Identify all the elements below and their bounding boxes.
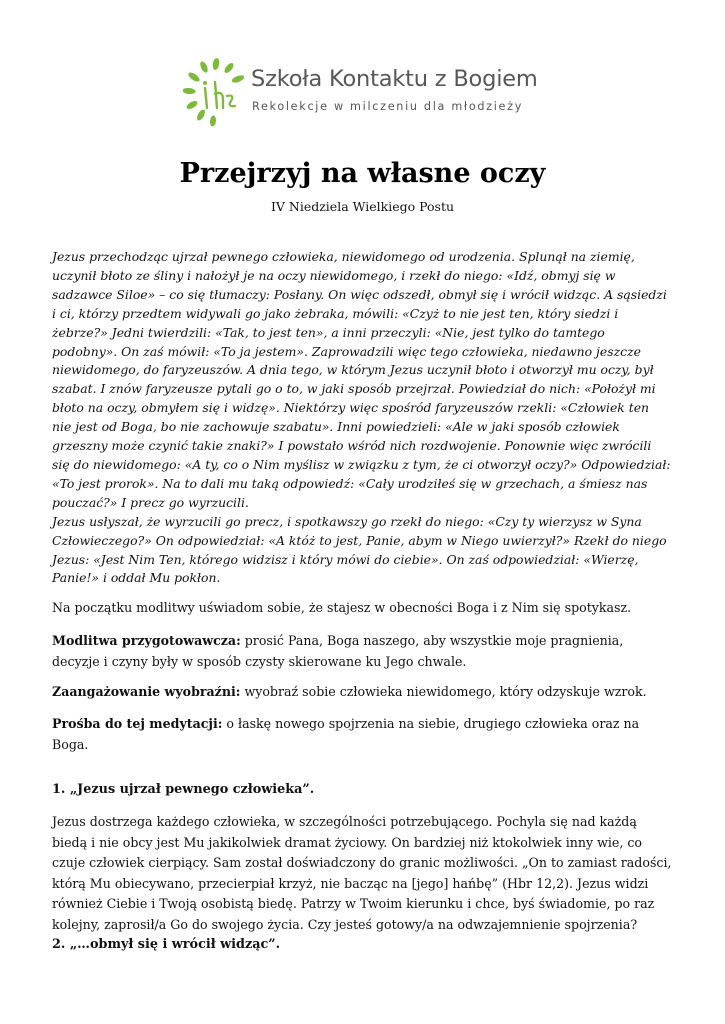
gospel-paragraph: Jezus usłyszał, że wyrzucili go precz, i spotkawszy go rzekł do niego: «Czy ty wierzysz w Syna Człowieczego?» On odpowiedział: «A któż to jest, Panie, abym w Niego uwierzył?» Rzekł do niego Jezus: «Jest Nim Ten, którego widzisz i który mówi do ciebie». On zaś odpowiedział: «Wierzę, Panie!» i oddał Mu pokłon. (52, 513, 667, 586)
meditation-request (52, 714, 672, 755)
page-subtitle: IV Niedziela Wielkiego Postu (270, 199, 455, 214)
page-title: Przejrzyj na własne oczy (179, 158, 546, 189)
preparatory-prayer (52, 631, 672, 672)
intro-text: Na początku modlitwy uświadom sobie, że stajesz w obecności Boga i z Nim się spotykasz. (52, 600, 632, 615)
meditation-request-text: o łaskę nowego spojrzenia na siebie, drugiego człowieka oraz na Boga. (52, 716, 640, 752)
preparatory-prayer-text: prosić Pana, Boga naszego, aby wszystkie moje pragnienia, decyzje i czyny były w sposób czysty skierowane ku Jego chwale. (52, 633, 624, 669)
imagination-text: wyobraź sobie człowieka niewidomego, który odzyskuje wzrok. (240, 684, 647, 699)
imagination-label: Zaangażowanie wyobraźni: (52, 684, 241, 699)
point-1-text: Jezus dostrzega każdego człowieka, w szczególności potrzebującego. Pochyla się nad każdą biedą i nie obcy jest Mu jakikolwiek dramat życiowy. On bardziej niż ktokolwiek inny wie, co czuje człowiek cierpiący. Sam został doświadczony do granic możliwości. „On to zamiast radości, którą Mu obiecywano, przecierpiał krzyż, nie bacząc na [jego] hańbę” (Hbr 12,2). Jezus widzi również Ciebie i Twoją osobistą biedę. Patrzy w Twoim kierunku i chce, byś świadomie, po raz kolejny, zaprosił/a Go do swojego życia. Czy jesteś gotowy/a na odwzajemnienie spojrzenia? (52, 814, 672, 932)
point-2-heading: 2. „…obmył się i wrócił widząc”. (52, 937, 281, 952)
preparatory-prayer-label: Modlitwa przygotowawcza: (52, 633, 241, 648)
logo-title: Szkoła Kontaktu z Bogiem (251, 66, 538, 92)
logo (183, 58, 543, 128)
meditation-request-label: Prośba do tej medytacji: (52, 716, 223, 731)
sun-cross-logo-icon (183, 58, 249, 128)
gospel-paragraph: Jezus przechodząc ujrzał pewnego człowieka, niewidomego od urodzenia. Splunął na ziemię, uczynił błoto ze śliny i nałożył je na oczy niewidomego, i rzekł do niego: «Idź, obmyj się w sadzawce Siloe» – co się tłumaczy: Posłany. On więc odszedł, obmył się i wrócił widząc. A sąsiedzi i ci, którzy przedtem widywali go jako żebraka, mówili: «Czyż to nie jest ten, który siedzi i żebrze?» Jedni twierdzili: «Tak, to jest ten», a inni przeczyli: «Nie, jest tylko do tamtego podobny». On zaś mówił: «To ja jestem». Zaprowadzili więc tego człowieka, niedawno jeszcze niewidomego, do faryzeuszów. A dnia tego, w którym Jezus uczynił błoto i otworzył mu oczy, był szabat. I znów faryzeusze pytali go o to, w jaki sposób przejrzał. Powiedział do nich: «Położył mi błoto na oczy, obmyłem się i widzę». Niektórzy więc spośród faryzeuszów rzekli: «Człowiek ten nie jest od Boga, bo nie zachowuje szabatu». Inni powiedzieli: «Ale w jaki sposób człowiek grzeszny może czynić takie znaki?» I powstało wśród nich rozdwojenie. Ponownie więc zwrócili się do niewidomego: «A ty, co o Nim myślisz w związku z tym, że ci otworzył oczy?» Odpowiedział: «To jest prorok». Na to dali mu taką odpowiedź: «Cały urodziłeś się w grzechach, a śmiesz nas pouczać?» I precz go wyrzucili. (52, 249, 671, 510)
point-1-heading: 1. „Jezus ujrzał pewnego człowieka”. (52, 782, 315, 797)
gospel-passage (52, 248, 672, 588)
imagination (52, 682, 672, 703)
logo-subtitle: Rekolekcje w milczeniu dla młodzieży (252, 100, 524, 113)
